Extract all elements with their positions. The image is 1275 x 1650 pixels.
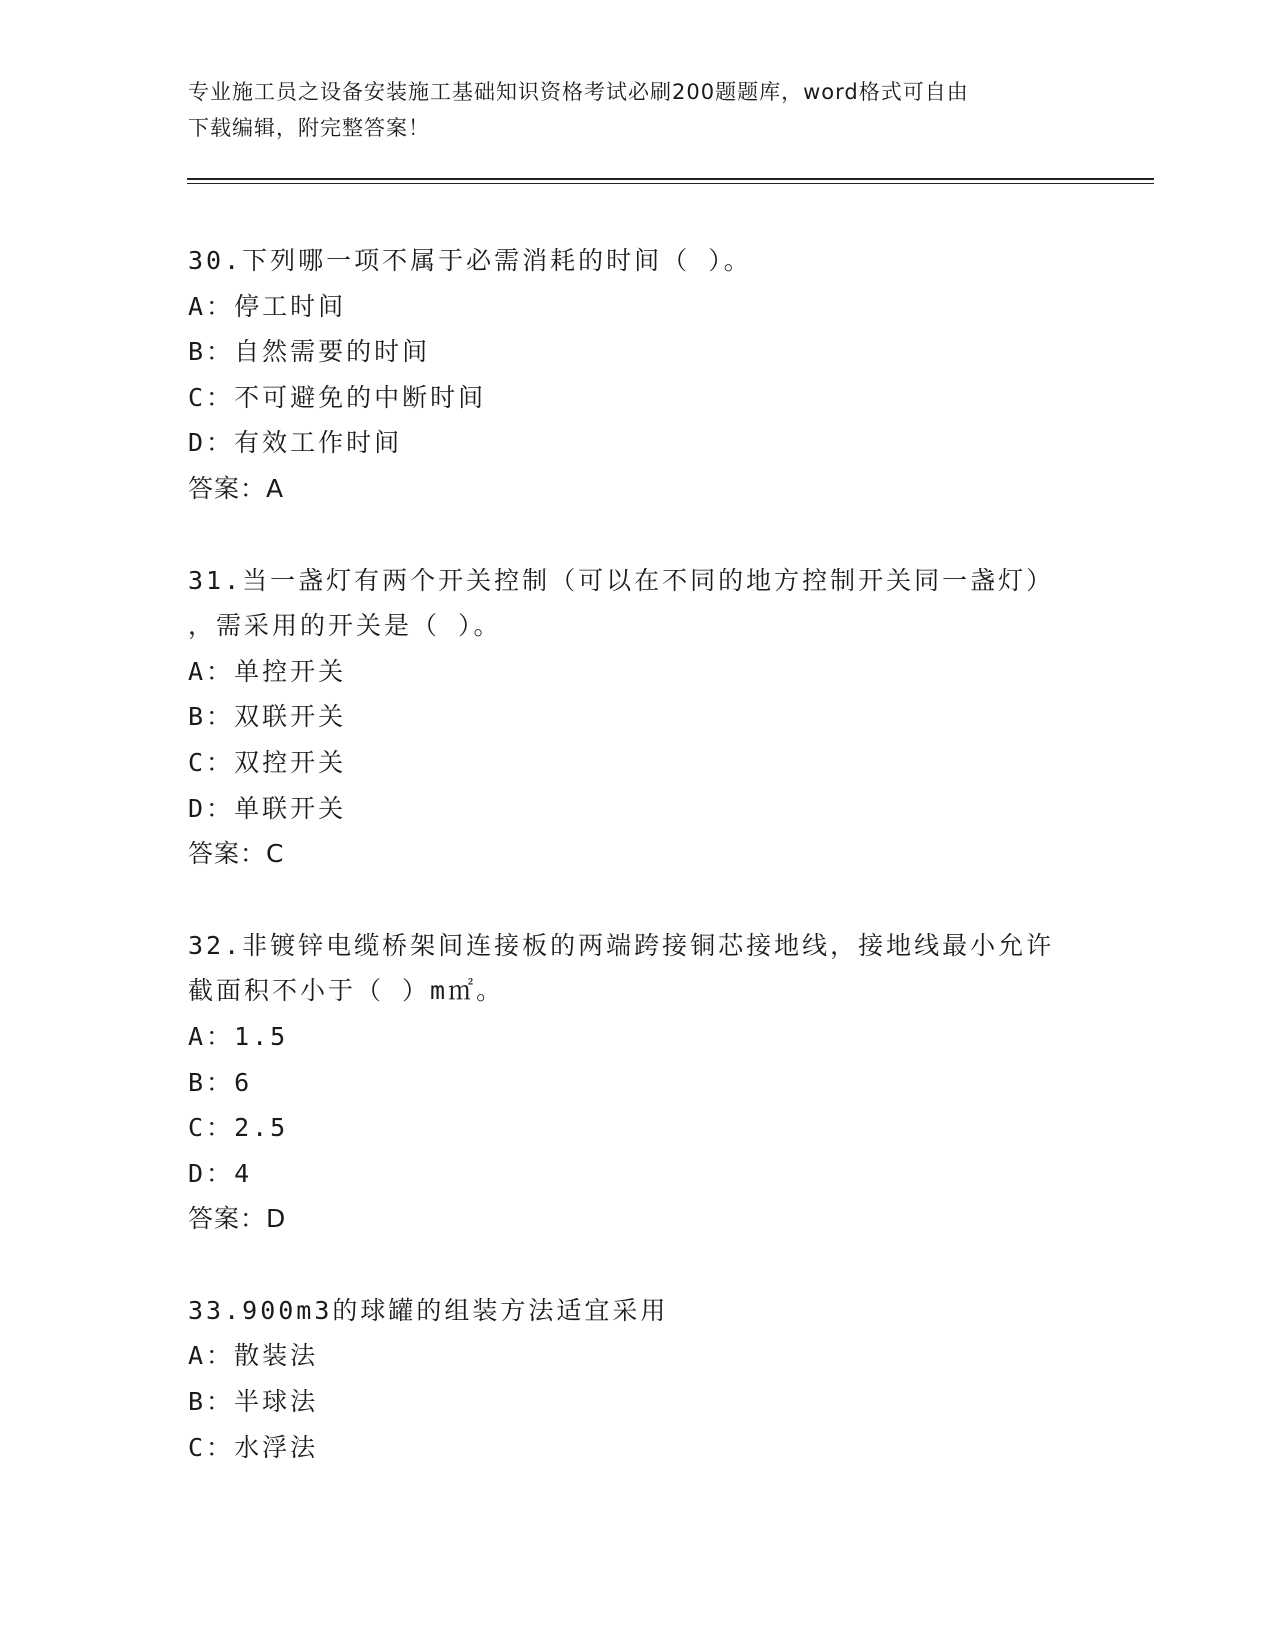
option-line (188, 1333, 1088, 1379)
question-text: 32.非镀锌电缆桥架间连接板的两端跨接铜芯接地线，接地线最小允许 (188, 930, 1055, 960)
option-text: 4 (234, 1158, 253, 1188)
option-text: 单联开关 (234, 793, 347, 823)
option-key: C： (188, 1113, 235, 1143)
option-key: A： (188, 656, 235, 686)
option-text: 水浮法 (234, 1432, 319, 1462)
option-key: A： (188, 1021, 235, 1051)
option-key: D： (188, 1158, 235, 1188)
option-text: 有效工作时间 (234, 428, 403, 458)
option-text: 1.5 (234, 1021, 289, 1051)
question-text: 31.当一盏灯有两个开关控制（可以在不同的地方控制开关同一盏灯） (188, 565, 1055, 595)
option-line (188, 420, 1088, 466)
option-key: C： (188, 382, 235, 412)
option-text: 6 (234, 1067, 253, 1097)
header-line-2: 下载编辑，附完整答案！ (188, 116, 430, 140)
option-text: 半球法 (234, 1387, 319, 1417)
option-text: 停工时间 (234, 291, 347, 321)
answer-line: 答案：D (188, 1204, 287, 1234)
question-block (188, 1288, 1088, 1470)
header-rule-thick (187, 178, 1154, 180)
question-text: ，需采用的开关是（ ）。 (188, 611, 502, 641)
option-key: D： (188, 793, 235, 823)
option-text: 双联开关 (234, 702, 347, 732)
document-header (188, 74, 1088, 146)
question-text: 30.下列哪一项不属于必需消耗的时间（ ）。 (188, 246, 752, 275)
question-list (188, 238, 1088, 1516)
option-line (188, 375, 1088, 421)
option-key: B： (188, 337, 235, 367)
option-key: C： (188, 747, 235, 777)
option-key: A： (188, 291, 235, 321)
question-text: 截面积不小于（ ）m㎡。 (188, 976, 505, 1006)
option-line (188, 1014, 1088, 1060)
option-line (188, 1379, 1088, 1425)
option-line (188, 284, 1088, 330)
option-line (188, 649, 1088, 695)
option-key: A： (188, 1341, 235, 1371)
option-line (188, 1105, 1088, 1151)
header-line-1: 专业施工员之设备安装施工基础知识资格考试必刷200题题库，word格式可自由 (188, 80, 969, 104)
option-line (188, 1060, 1088, 1106)
option-text: 2.5 (234, 1113, 289, 1143)
option-key: B： (188, 1387, 235, 1417)
option-key: B： (188, 1067, 235, 1097)
option-line (188, 1425, 1088, 1471)
answer-line: 答案：C (188, 839, 285, 869)
question-block (188, 238, 1088, 512)
option-line (188, 329, 1088, 375)
option-text: 不可避免的中断时间 (234, 382, 487, 412)
option-text: 散装法 (234, 1341, 319, 1371)
option-key: D： (188, 428, 235, 458)
question-block (188, 923, 1088, 1242)
question-text: 33.900m3的球罐的组装方法适宜采用 (188, 1295, 669, 1325)
option-key: C： (188, 1432, 235, 1462)
header-rule-thin (187, 183, 1154, 184)
option-line (188, 740, 1088, 786)
option-text: 单控开关 (234, 656, 347, 686)
answer-line: 答案：A (188, 473, 285, 503)
question-block (188, 558, 1088, 877)
option-line (188, 1151, 1088, 1197)
option-text: 双控开关 (234, 747, 347, 777)
option-line (188, 694, 1088, 740)
option-key: B： (188, 702, 235, 732)
option-text: 自然需要的时间 (234, 337, 431, 367)
option-line (188, 786, 1088, 832)
